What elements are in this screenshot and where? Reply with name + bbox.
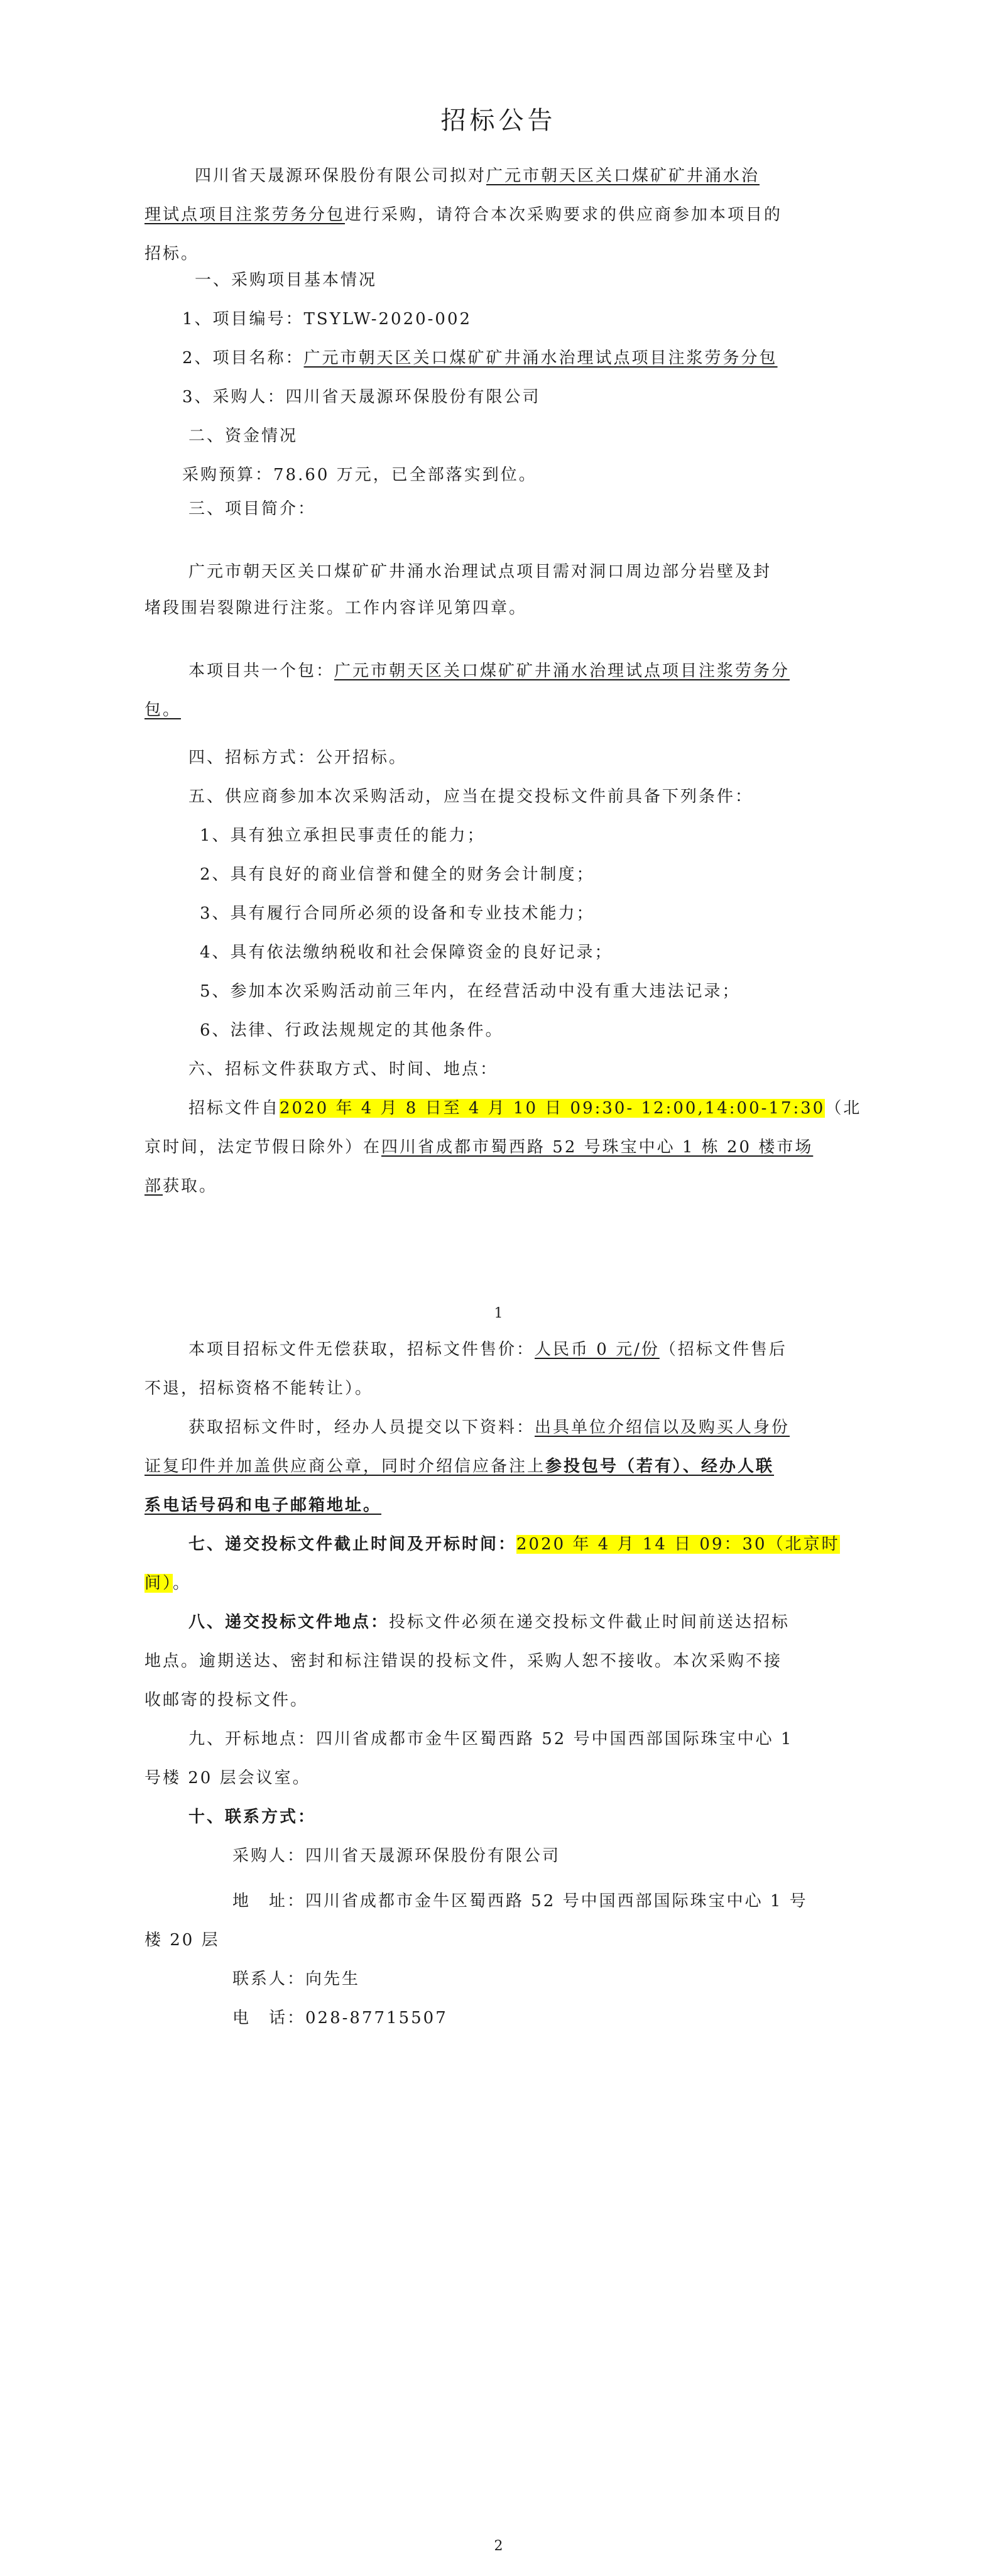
- docs-required: 出具单位介绍信以及购买人身份: [535, 1418, 790, 1437]
- doc-time-note: （北: [825, 1099, 862, 1118]
- section-9-line-2: 号楼 20 层会议室。: [144, 1769, 311, 1787]
- project-name-value: 广元市朝天区关口煤矿矿井涌水治理试点项目注浆劳务分包: [303, 349, 778, 368]
- docs-line-1: [188, 1415, 790, 1440]
- docs-required-bold: 参投包号（若有）、经办人联: [545, 1457, 775, 1476]
- docs-text: 获取招标文件时，经办人员提交以下资料：: [188, 1418, 535, 1437]
- deadline-highlight: 2020 年 4 月 14 日 09：30（北京时: [516, 1535, 840, 1554]
- section-1-heading: 一、采购项目基本情况: [195, 271, 378, 290]
- section-2-heading: 二、资金情况: [188, 427, 298, 445]
- doc-time-text: 京时间，法定节假日除外）在: [144, 1138, 382, 1157]
- budget-line: 采购预算：78.60 万元，已全部落实到位。: [182, 466, 537, 484]
- docs-line-2: [144, 1454, 774, 1479]
- purchaser-line: 3、采购人：四川省天晟源环保股份有限公司: [182, 388, 541, 407]
- section-8-heading: 八、递交投标文件地点：: [188, 1613, 390, 1632]
- section-7-line-1: [188, 1532, 840, 1557]
- condition-item: 3、具有履行合同所必须的设备和专业技术能力；: [200, 904, 595, 923]
- section-8-text: 投标文件必须在递交投标文件截止时间前送达招标: [389, 1613, 790, 1632]
- page-title: 招标公告: [440, 106, 557, 135]
- section-8-line-2: 地点。逾期送达、密封和标注错误的投标文件，采购人恕不接收。本次采购不接: [144, 1652, 783, 1671]
- intro-line-1: [195, 163, 760, 188]
- contact-purchaser: 采购人：四川省天晟源环保股份有限公司: [232, 1847, 561, 1865]
- section-4-heading: 四、招标方式：公开招标。: [188, 748, 408, 767]
- section-6-heading: 六、招标文件获取方式、时间、地点：: [188, 1060, 499, 1079]
- fee-line-1: [188, 1337, 787, 1362]
- docs-line-3: 系电话号码和电子邮箱地址。: [144, 1496, 382, 1515]
- section-7-heading: 七、递交投标文件截止时间及开标时间：: [188, 1535, 517, 1554]
- package-line-1: [188, 658, 790, 684]
- intro-text: 四川省天晟源环保股份有限公司拟对: [195, 166, 487, 185]
- project-desc-2: 堵段围岩裂隙进行注浆。工作内容详见第四章。: [144, 599, 528, 618]
- project-name-label: 2、项目名称：: [182, 349, 304, 368]
- section-3-heading: 三、项目简介：: [188, 499, 317, 518]
- doc-time-line-1: [188, 1096, 861, 1121]
- section-8-line-1: [188, 1610, 790, 1635]
- doc-time-highlight: 2020 年 4 月 8 日至 4 月 10 日 09:30- 12:00,14:00-17:30: [280, 1099, 825, 1118]
- condition-item: 1、具有独立承担民事责任的能力；: [200, 826, 486, 845]
- doc-time-end: 获取。: [163, 1177, 218, 1196]
- deadline-highlight-cont: 间）: [144, 1574, 173, 1593]
- section-7-line-2: [144, 1571, 191, 1596]
- fee-note: （招标文件售后: [659, 1340, 787, 1359]
- package-line-2: [144, 697, 181, 723]
- intro-line-2: [144, 202, 782, 227]
- section-8-line-3: 收邮寄的投标文件。: [144, 1691, 309, 1710]
- package-name: 广元市朝天区关口煤矿矿井涌水治理试点项目注浆劳务分: [334, 662, 790, 680]
- fee-line-2: 不退，招标资格不能转让）。: [144, 1379, 374, 1398]
- contact-person: 联系人：向先生: [232, 1970, 361, 1989]
- fee-value: 人民币 0 元/份: [535, 1340, 660, 1359]
- fee-text: 本项目招标文件无偿获取，招标文件售价：: [188, 1340, 535, 1359]
- doc-time-line-2: [144, 1135, 813, 1160]
- condition-item: 2、具有良好的商业信誉和健全的财务会计制度；: [200, 865, 595, 884]
- contact-address-1: 地 址：四川省成都市金牛区蜀西路 52 号中国西部国际珠宝中心 1 号: [232, 1892, 808, 1911]
- contact-phone: 电 话：028-87715507: [232, 2009, 448, 2028]
- docs-required-cont: 证复印件并加盖供应商公章，同时介绍信应备注上: [144, 1457, 546, 1476]
- section-5-heading: 五、供应商参加本次采购活动，应当在提交投标文件前具备下列条件：: [188, 787, 754, 806]
- condition-item: 4、具有依法缴纳税收和社会保障资金的良好记录；: [200, 943, 613, 962]
- package-label: 本项目共一个包：: [188, 662, 335, 680]
- doc-address: 四川省成都市蜀西路 52 号珠宝中心 1 栋 20 楼市场: [381, 1138, 814, 1157]
- doc-time-line-3: [144, 1174, 217, 1199]
- page-number: 1: [494, 1306, 503, 1321]
- contact-address-2: 楼 20 层: [144, 1931, 220, 1950]
- doc-time-label: 招标文件自: [188, 1099, 280, 1118]
- doc-address-cont: 部: [144, 1177, 163, 1196]
- project-name-link-cont: 理试点项目注浆劳务分包: [144, 205, 346, 224]
- intro-line-3: 招标。: [144, 244, 200, 263]
- section-10-heading: 十、联系方式：: [188, 1808, 317, 1826]
- project-number: 1、项目编号：TSYLW-2020-002: [182, 310, 472, 329]
- deadline-end: 。: [173, 1574, 192, 1593]
- page-number: 2: [494, 2538, 503, 2554]
- condition-item: 5、参加本次采购活动前三年内，在经营活动中没有重大违法记录；: [200, 982, 741, 1001]
- project-name-line: [182, 346, 778, 371]
- project-desc-1: 广元市朝天区关口煤矿矿井涌水治理试点项目需对洞口周边部分岩壁及封: [188, 562, 772, 581]
- condition-item: 6、法律、行政法规规定的其他条件。: [200, 1021, 504, 1040]
- intro-text: 进行采购，请符合本次采购要求的供应商参加本项目的: [345, 205, 783, 224]
- section-9-line-1: 九、开标地点：四川省成都市金牛区蜀西路 52 号中国西部国际珠宝中心 1: [188, 1730, 793, 1749]
- project-name-link: 广元市朝天区关口煤矿矿井涌水治: [486, 166, 760, 185]
- package-name-cont: 包。: [144, 701, 182, 719]
